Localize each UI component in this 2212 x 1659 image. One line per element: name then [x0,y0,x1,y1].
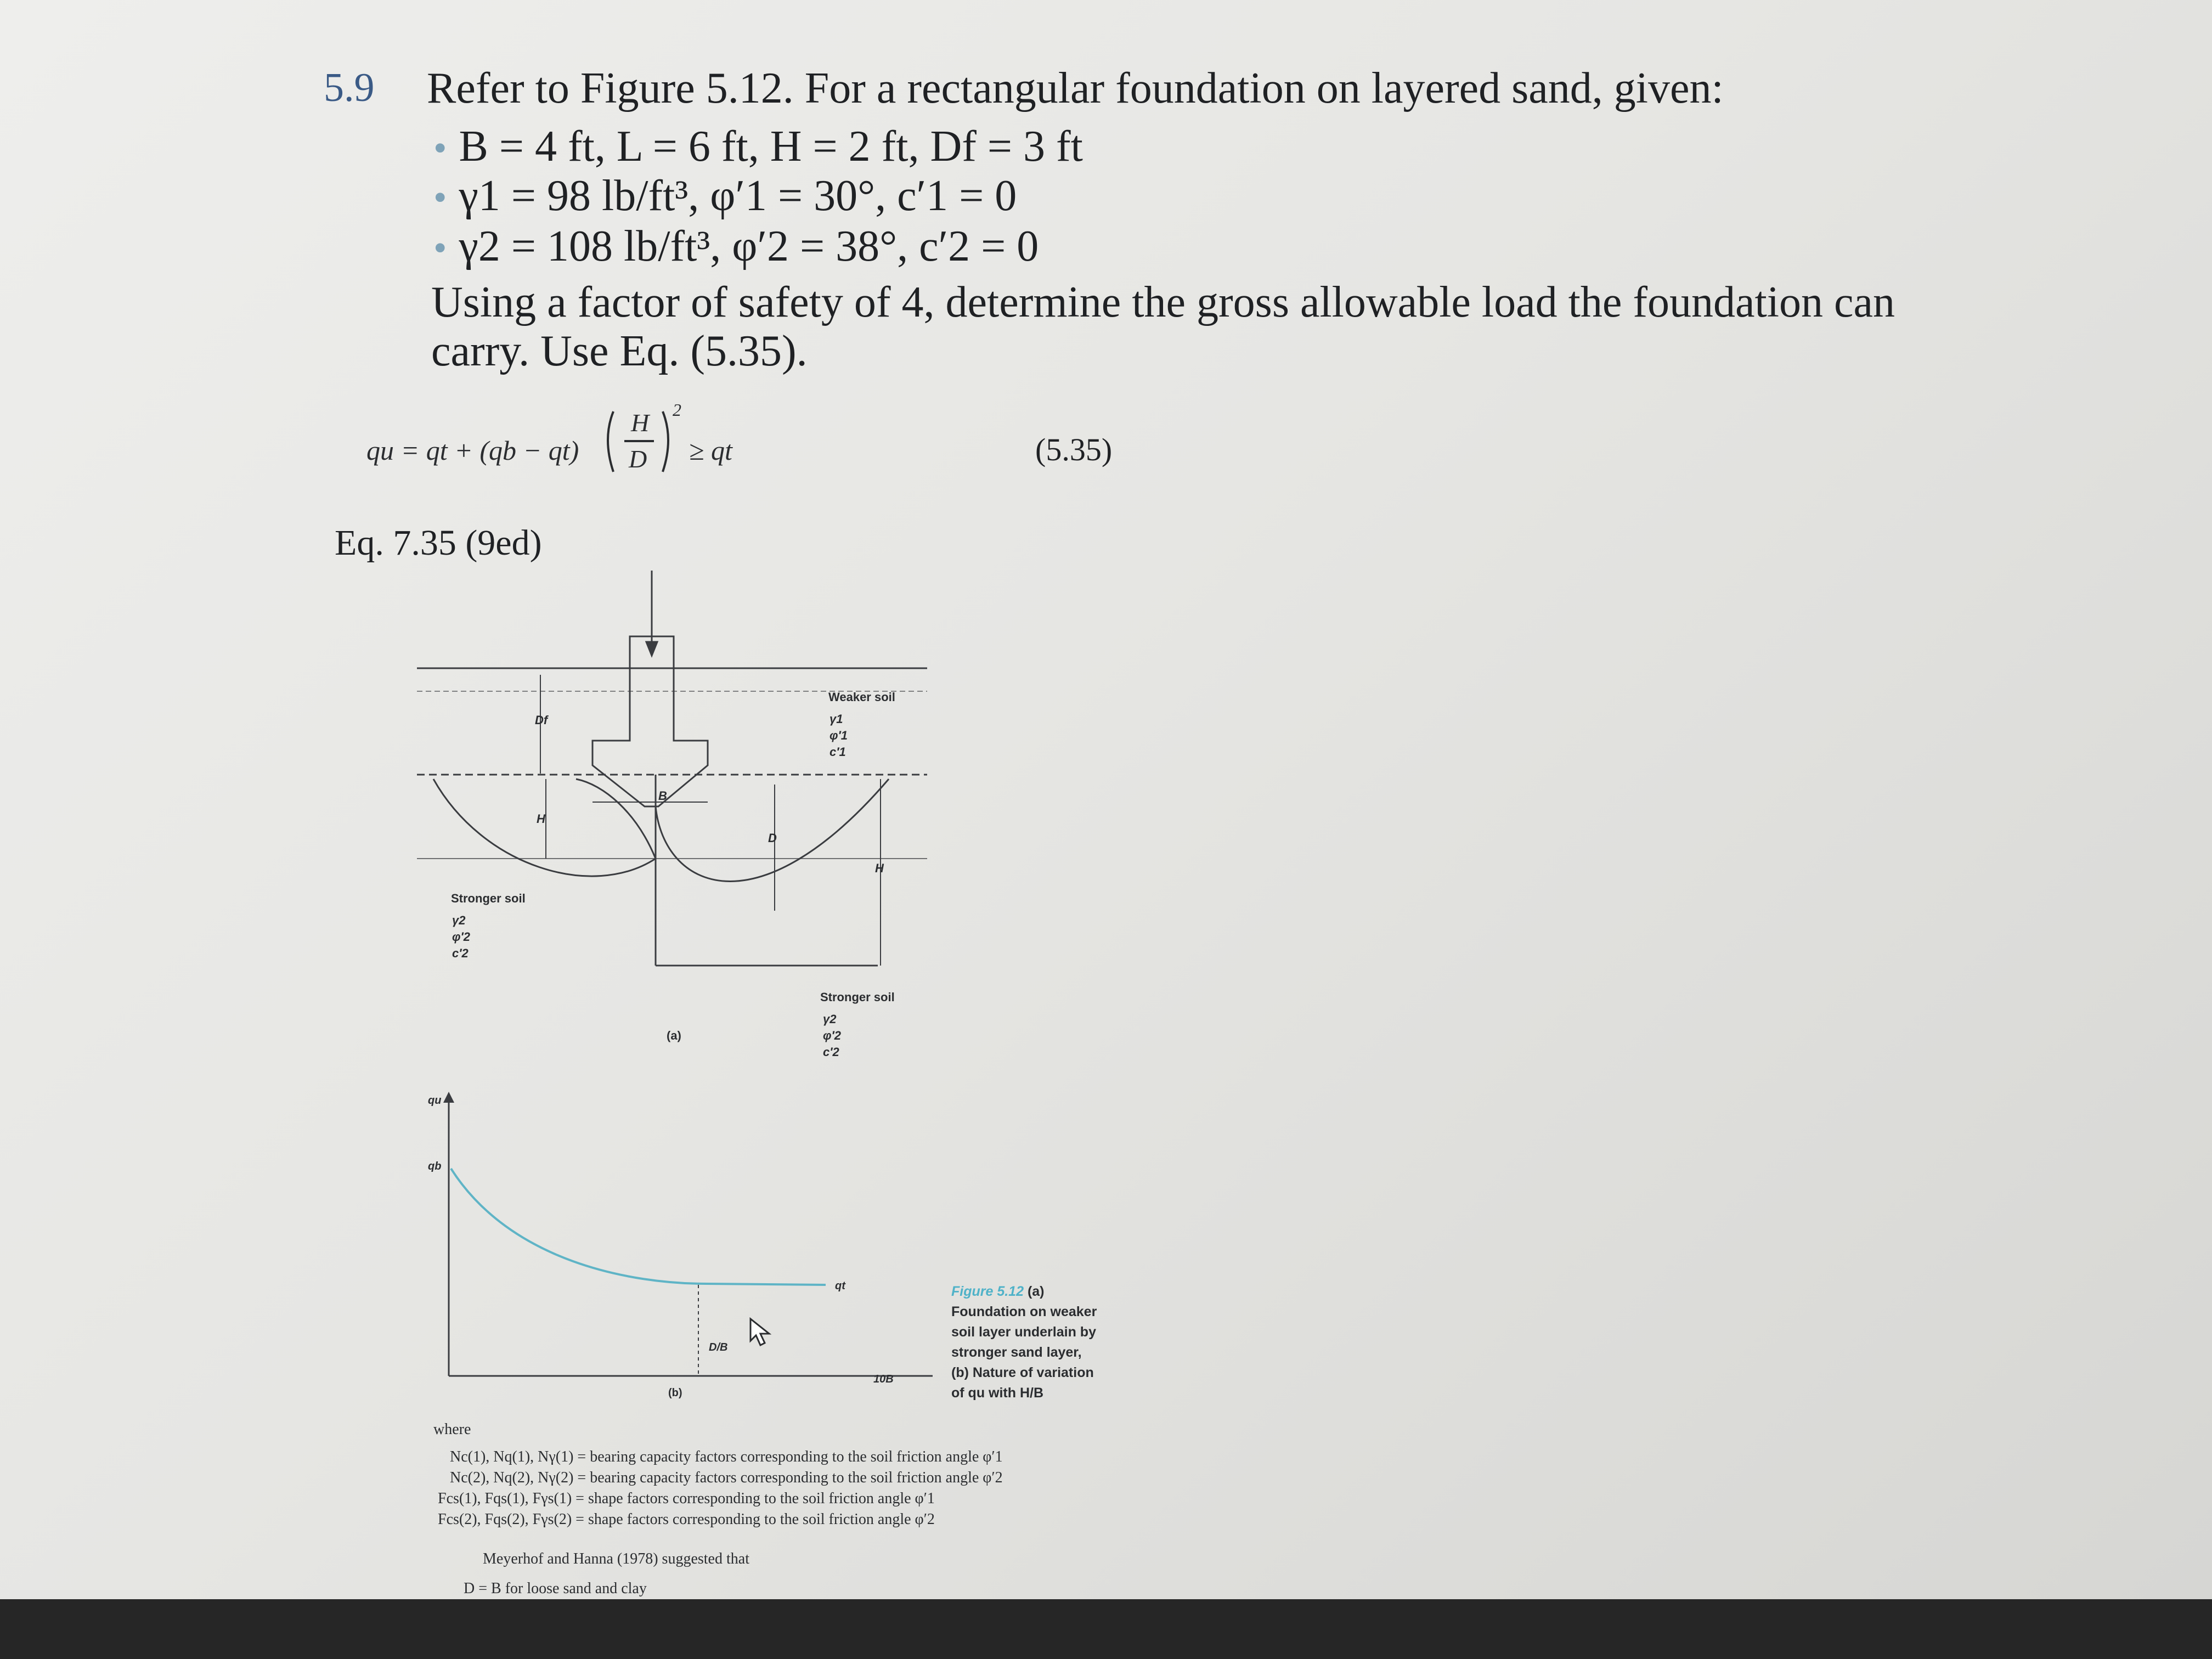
equation-reference: Eq. 7.35 (9ed) [335,523,542,563]
bullet-icon: • [433,127,447,170]
equation-frac-bottom: D [629,445,647,473]
b-label: B [658,789,667,803]
failure-surface-left-inner [576,779,656,859]
problem-question: Using a factor of safety of 4, determine the gross allowable load the foundation can [431,278,1895,326]
paren-right [663,411,668,472]
footing-shape [592,636,708,806]
caption-title: Figure 5.12 [951,1284,1024,1299]
db-label: D/B [709,1341,728,1353]
definition-line-2: Nc(2), Nq(2), Nγ(2) = bearing capacity factors corresponding to the soil friction angle φ′2 [450,1469,1003,1486]
c2-label-left: c′2 [452,946,469,960]
y-axis-label: qu [428,1094,442,1107]
equation-frac-top: H [631,409,650,437]
figure-caption: Figure 5.12 (a) Foundation on weaker soil layer underlain by stronger sand layer, (b) Nature of variation of qu with H/B [951,1284,1097,1401]
equation-5-35 [366,400,733,473]
given-line-3: • γ2 = 108 lb/ft³, φ′2 = 38°, c′2 = 0 [433,222,1039,270]
paren-left [608,411,613,472]
equation-number: (5.35) [1035,432,1113,467]
definition-line-4: Fcs(2), Fqs(2), Fγs(2) = shape factors corresponding to the soil friction angle φ′2 [438,1511,935,1528]
loose-sand-note: D = B for loose sand and clay [464,1580,647,1597]
monitor-bezel [0,1599,2212,1659]
panel-a-label: (a) [667,1029,681,1042]
figure-panel-b [428,1092,933,1399]
qt-label: qt [835,1280,845,1292]
panel-b-label: (b) [668,1387,682,1399]
given-line-2: • γ1 = 98 lb/ft³, φ′1 = 30°, c′1 = 0 [433,172,1017,220]
load-arrow-head [646,642,657,656]
gamma2-label-left: γ2 [452,913,466,927]
phi2-label-left: φ′2 [452,930,470,944]
equation-rhs: ≥ qt [689,435,732,466]
equation-power: 2 [673,400,681,420]
problem-number: 5.9 [324,65,375,110]
bullet-icon: • [433,227,447,269]
c2-label-right: c′2 [823,1045,839,1059]
df-label: Df [535,713,548,727]
figure-panel-a [417,571,927,966]
phi2-label-right: φ′2 [823,1029,841,1042]
failure-surface-left [433,779,656,876]
equation-lhs: qu = qt + (qb − qt) [366,435,579,466]
bullet-icon: • [433,177,447,219]
x-axis-label: 10B [873,1373,894,1385]
gamma2-label-right: γ2 [823,1012,837,1026]
y-axis-arrow [443,1092,454,1103]
h-label: H [537,812,545,826]
given-line-1: • B = 4 ft, L = 6 ft, H = 2 ft, Df = 3 ft [433,122,1083,171]
weaker-soil-label: Weaker soil [828,690,895,704]
gamma1-label: γ1 [830,712,843,726]
mouse-cursor-icon [748,1317,776,1350]
definition-line-3: Fcs(1), Fqs(1), Fγs(1) = shape factors corresponding to the soil friction angle φ′1 [438,1490,935,1507]
problem-question-continued: carry. Use Eq. (5.35). [431,327,808,375]
phi1-label: φ′1 [830,729,848,742]
c1-label: c′1 [830,745,846,759]
definition-line-1: Nc(1), Nq(1), Nγ(1) = bearing capacity factors corresponding to the soil friction angle φ′1 [450,1448,1003,1465]
meyerhof-note: Meyerhof and Hanna (1978) suggested that [483,1550,749,1567]
failure-surface-right [656,779,889,881]
d-label: D [768,831,777,845]
qb-label: qb [428,1160,442,1172]
problem-intro: Refer to Figure 5.12. For a rectangular foundation on layered sand, given: [427,64,1724,112]
qu-variation-curve [451,1169,826,1285]
h-right-label: H [875,861,884,875]
stronger-soil-label-left: Stronger soil [451,891,526,905]
stronger-soil-label-right: Stronger soil [820,990,895,1004]
where-label: where [433,1421,471,1438]
